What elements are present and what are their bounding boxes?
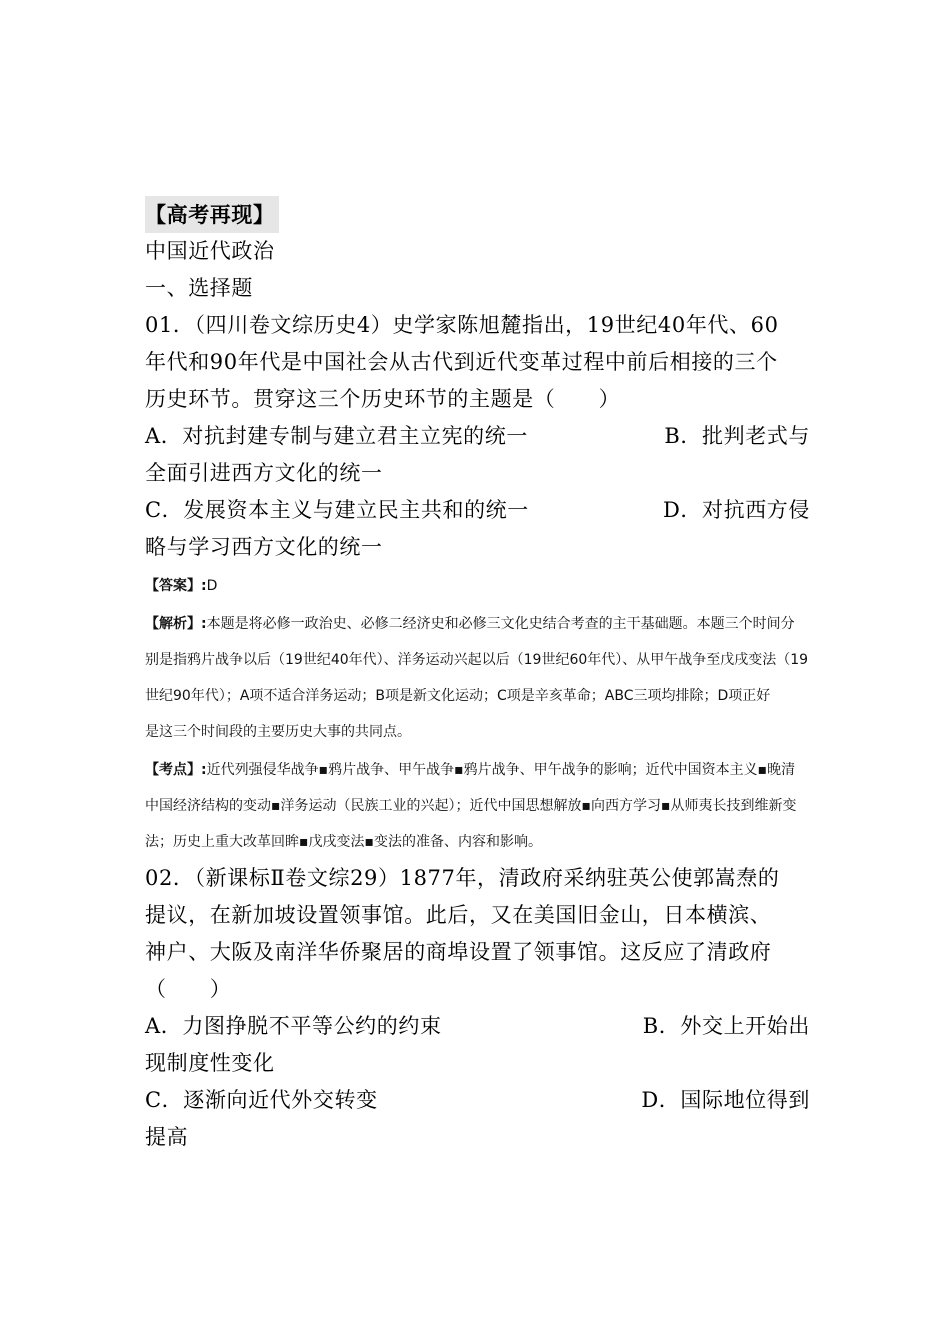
question-1-option-a: A．对抗封建专制与建立君主立宪的统一	[145, 424, 528, 448]
question-2-option-b: B．外交上开始出	[642, 1014, 810, 1038]
analysis-tag: 【解析】:	[145, 616, 207, 632]
point-line-2: 中国经济结构的变动▪洋务运动（民族工业的兴起）；近代中国思想解放▪向西方学习▪从师夷长技到维新变	[145, 798, 797, 814]
question-1	[145, 307, 810, 860]
question-1-option-d-continued: 略与学习西方文化的统一	[145, 535, 383, 559]
question-1-analysis	[145, 606, 810, 750]
question-2-option-d: D．国际地位得到	[641, 1088, 810, 1112]
question-1-option-d: D．对抗西方侵	[662, 498, 810, 522]
analysis-line-2: 别是指鸦片战争以后（19世纪40年代）、洋务运动兴起以后（19世纪60年代）、从甲午战争至戊戌变法（19	[145, 652, 809, 668]
question-2-option-c: C．逐渐向近代外交转变	[145, 1088, 378, 1112]
question-1-option-c: C．发展资本主义与建立民主共和的统一	[145, 498, 529, 522]
topic-title: 中国近代政治	[145, 239, 275, 263]
question-2-line-3: 神户、大阪及南洋华侨聚居的商埠设置了领事馆。这反应了清政府	[145, 940, 772, 964]
section-title: 【高考再现】	[145, 196, 279, 233]
question-1-line-1: 01．（四川卷文综历史4）史学家陈旭麓指出，19世纪40年代、60	[145, 313, 779, 337]
question-1-option-b-continued: 全面引进西方文化的统一	[145, 461, 383, 485]
question-1-answer	[145, 568, 810, 604]
analysis-line-4: 是这三个时间段的主要历史大事的共同点。	[145, 724, 411, 740]
question-2-line-1: 02．（新课标Ⅱ卷文综29）1877年，清政府采纳驻英公使郭嵩焘的	[145, 866, 780, 890]
point-line-1: 【考点】:近代列强侵华战争▪鸦片战争、甲午战争▪鸦片战争、甲午战争的影响；近代中国资本主义▪晚清	[145, 762, 796, 778]
question-1-line-3: 历史环节。贯穿这三个历史环节的主题是（ ）	[145, 387, 621, 411]
analysis-line-1: 【解析】:本题是将必修一政治史、必修二经济史和必修三文化史结合考查的主干基础题。本题三个时间分	[145, 616, 795, 632]
question-1-line-2: 年代和90年代是中国社会从古代到近代变革过程中前后相接的三个	[145, 350, 778, 374]
question-2-options-cd	[145, 1082, 810, 1119]
question-2	[145, 860, 810, 1156]
question-2-option-a: A．力图挣脱不平等公约的约束	[145, 1014, 442, 1038]
answer-value: D	[206, 578, 218, 594]
question-1-option-b: B．批判老式与	[664, 424, 810, 448]
point-tag: 【考点】:	[145, 762, 207, 778]
point-line-3: 法；历史上重大改革回眸▪戊戌变法▪变法的准备、内容和影响。	[145, 834, 542, 850]
question-2-line-2: 提议，在新加坡设置领事馆。此后，又在美国旧金山，日本横滨、	[145, 903, 772, 927]
question-1-options-ab	[145, 418, 810, 455]
question-1-options-cd	[145, 492, 810, 529]
answer-tag: 【答案】:	[145, 578, 207, 594]
question-2-option-b-continued: 现制度性变化	[145, 1051, 275, 1075]
analysis-line-3: 世纪90年代）；A项不适合洋务运动；B项是新文化运动；C项是辛亥革命；ABC三项均排除；D项正好	[145, 688, 771, 704]
document-page	[145, 196, 810, 1156]
question-1-points	[145, 752, 810, 860]
section-title-line	[145, 196, 810, 233]
question-2-option-d-continued: 提高	[145, 1125, 189, 1149]
question-2-options-ab	[145, 1008, 810, 1045]
question-2-line-4: （ ）	[145, 977, 232, 1001]
part-title: 一、选择题	[145, 276, 253, 300]
